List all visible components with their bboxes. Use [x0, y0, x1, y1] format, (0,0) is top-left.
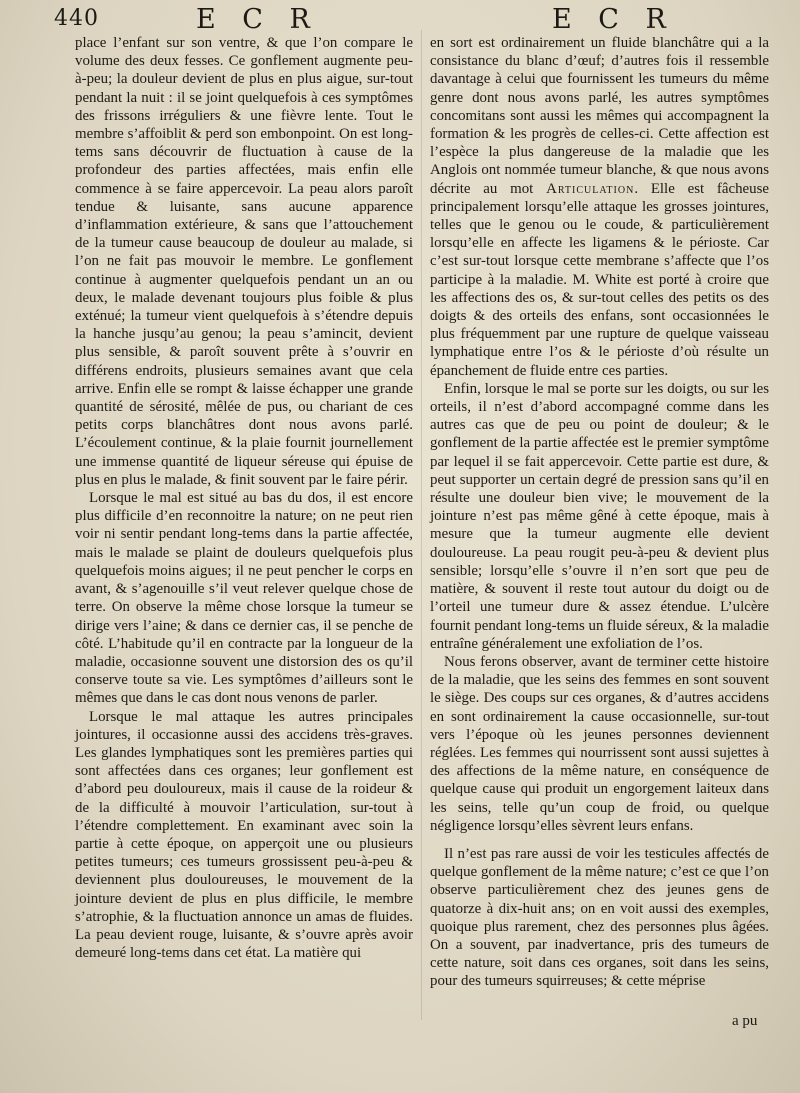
- page-number: 440: [54, 6, 99, 31]
- left-column: [75, 34, 413, 962]
- cross-reference: Articulation: [546, 180, 635, 197]
- paragraph: Il n’est pas rare aussi de voir les testicules affectés de quelque gonflement de la même nature; c’est ce que l’on observe particulièrement chez des jeunes gens de quatorze à dix-huit ans; on en voit aussi des exemples, quoique plus rarement, chez des personnes plus âgées. On a souvent, par inadvertance, pris des tumeurs de cette nature, soit dans ces organes, soit dans les seins, pour des tumeurs squirreuses; & cette méprise: [430, 845, 769, 990]
- paragraph: [430, 34, 769, 380]
- right-column: [430, 34, 769, 991]
- paragraph-text: . Elle est fâcheuse principalement lorsqu’elle attaque les grosses jointures, telles que le genou ou le coude, & particulièrement lorsqu’elle en affecte les ligamens & le périoste. Car c’est sur-tout lorsque cette membrane s’affecte que l’os participe à la maladie. M. White est porté à croire que les affections des os, & sur-tout celles des petits os des doigts & des orteils des enfans, sont occasionnées le plus fréquemment par une rupture de quelque vaisseau lymphatique entre l’os & le périoste d’où résulte un épanchement de fluide entre ces parties.: [430, 180, 769, 379]
- paragraph: Lorsque le mal est situé au bas du dos, il est encore plus difficile d’en reconnoitre la nature; on ne peut rien voir ni sentir pendant long-tems dans la partie affectée, mais le malade se plaint de douleurs quelquefois plus quelquefois moins aigues; il ne peut pencher le corps en avant, & s’agenouille s’il veut relever quelque chose de terre. On observe la même chose lorsque la tumeur se dirige vers l’aine; & dans ce dernier cas, il se penche de côté. L’habitude qu’il en contracte par la longueur de la maladie, occasionne souvent une distorsion des os qu’il conserve toute sa vie. Les symptômes d’ailleurs sont le mêmes que dans le cas dont nous venons de parler.: [75, 490, 413, 707]
- running-head-right: E C R: [552, 4, 675, 35]
- paragraph: Lorsque le mal attaque les autres principales jointures, il occasionne aussi des accidens très-graves. Les glandes lymphatiques sont les premières parties qui sont affectées dans ces organes; leur gonflement est d’abord peu douloureux, mais il cause de la roideur & de la difficulté à mouvoir l’articulation, sur-tout à l’étendre complettement. En examinant avec soin la partie à cette époque, on apperçoit une ou plusieurs petites tumeurs; ces tumeurs grossissent peu-à-peu & deviennent plus douloureuses, le mouvement de la jointure devient de plus en plus difficile, le membre s’atrophie, & la fluctuation annonce un amas de fluides. La peau devient rouge, luisante, & s’ouvre après avoir demeuré long-tems dans cet état. La matière qui: [75, 708, 413, 962]
- catchword: a pu: [732, 1013, 758, 1029]
- paragraph: Nous ferons observer, avant de terminer cette histoire de la maladie, que les seins des femmes en sont souvent le siège. Des coups sur ces organes, & d’autres accidens en sont ordinairement la cause occasionnelle, sur-tout vers l’époque où les jeunes personnes deviennent réglées. Les femmes qui nourrissent sont aussi sujettes à des affections de la même nature, en conséquence de quelque cause qui produit un engorgement laiteux dans les seins, telle qu’un coup de froid, ou quelque négligence lorsqu’elles sèvrent leurs enfans.: [430, 653, 769, 834]
- paragraph-text: en sort est ordinairement un fluide blanchâtre qui a la consistance du blanc d’œuf; d’autres fois il ressemble davantage à celui que fournissent les tumeurs du même genre dont nous avons parlé, les autres symptômes concomitans sont aussi les mêmes qui accompagnent la formation & les progrès de celles-ci. Cette affection est l’espèce la plus dangereuse de la maladie que les Anglois ont nommée tumeur blanche, & que nous avons décrite au mot: [430, 35, 769, 197]
- paragraph: place l’enfant sur son ventre, & que l’on compare le volume des deux fesses. Ce gonflement augmente peu-à-peu; la douleur devient de plus en plus aigue, sur-tout pendant la nuit : il se joint quelquefois à ces symptômes des frissons irréguliers & une fièvre lente. Tout le membre s’affoiblit & perd son embonpoint. On est long-tems sans découvrir de fluctuation à cause de la profondeur des parties affectées, mais enfin elle commence à se faire appercevoir. La peau alors paroît tendue & luisante, sans aucune apparence d’inflammation extérieure, & sans que l’attouchement de la tumeur cause beaucoup de douleur au malade, si l’on ne fait pas mouvoir le membre. Le gonflement continue à augmenter quelquefois pendant un an ou deux, le malade devenant toujours plus foible & plus exténué; la tumeur vient quelquefois à s’étendre depuis la hanche jusqu’au genou; la peau s’amincit, devient plus sensible, & paroît souvent prête à s’ouvrir en différens endroits, plusieurs semaines avant que cela arrive. Enfin elle se rompt & laisse échapper une grande quantité de sérosité, mêlée de pus, ou chariant de ces petits corps blanchâtres dont nous avons parlé. L’écoulement continue, & la plaie fournit journellement une immense quantité de liqueur séreuse qui épuise de plus en plus le malade, & finit souvent par le faire périr.: [75, 35, 413, 488]
- column-gutter: [421, 30, 422, 1020]
- running-head-left: E C R: [196, 4, 319, 35]
- paragraph: Enfin, lorsque le mal se porte sur les doigts, ou sur les orteils, il n’est d’abord accompagné comme dans les autres cas que de peu ou point de douleur; & le gonflement de la partie affectée est le premier symptôme par lequel il se fait appercevoir. Cette partie est dure, & peut supporter un certain degré de pression sans qu’il en résulte une douleur bien vive; le mouvement de la jointure n’est pas même gêné à cette époque, mais à mesure que la tumeur augmente elle devient douloureuse. La peau rougit peu-à-peu & devient plus sensible; lorsqu’elle s’ouvre il n’en sort que peu de matière, & souvent il reste tout autour du doigt ou de l’orteil une tumeur dure & assez étendue. L’ulcère fournit pendant long-tems un fluide séreux, & la maladie entraîne généralement une exfoliation de l’os.: [430, 380, 769, 652]
